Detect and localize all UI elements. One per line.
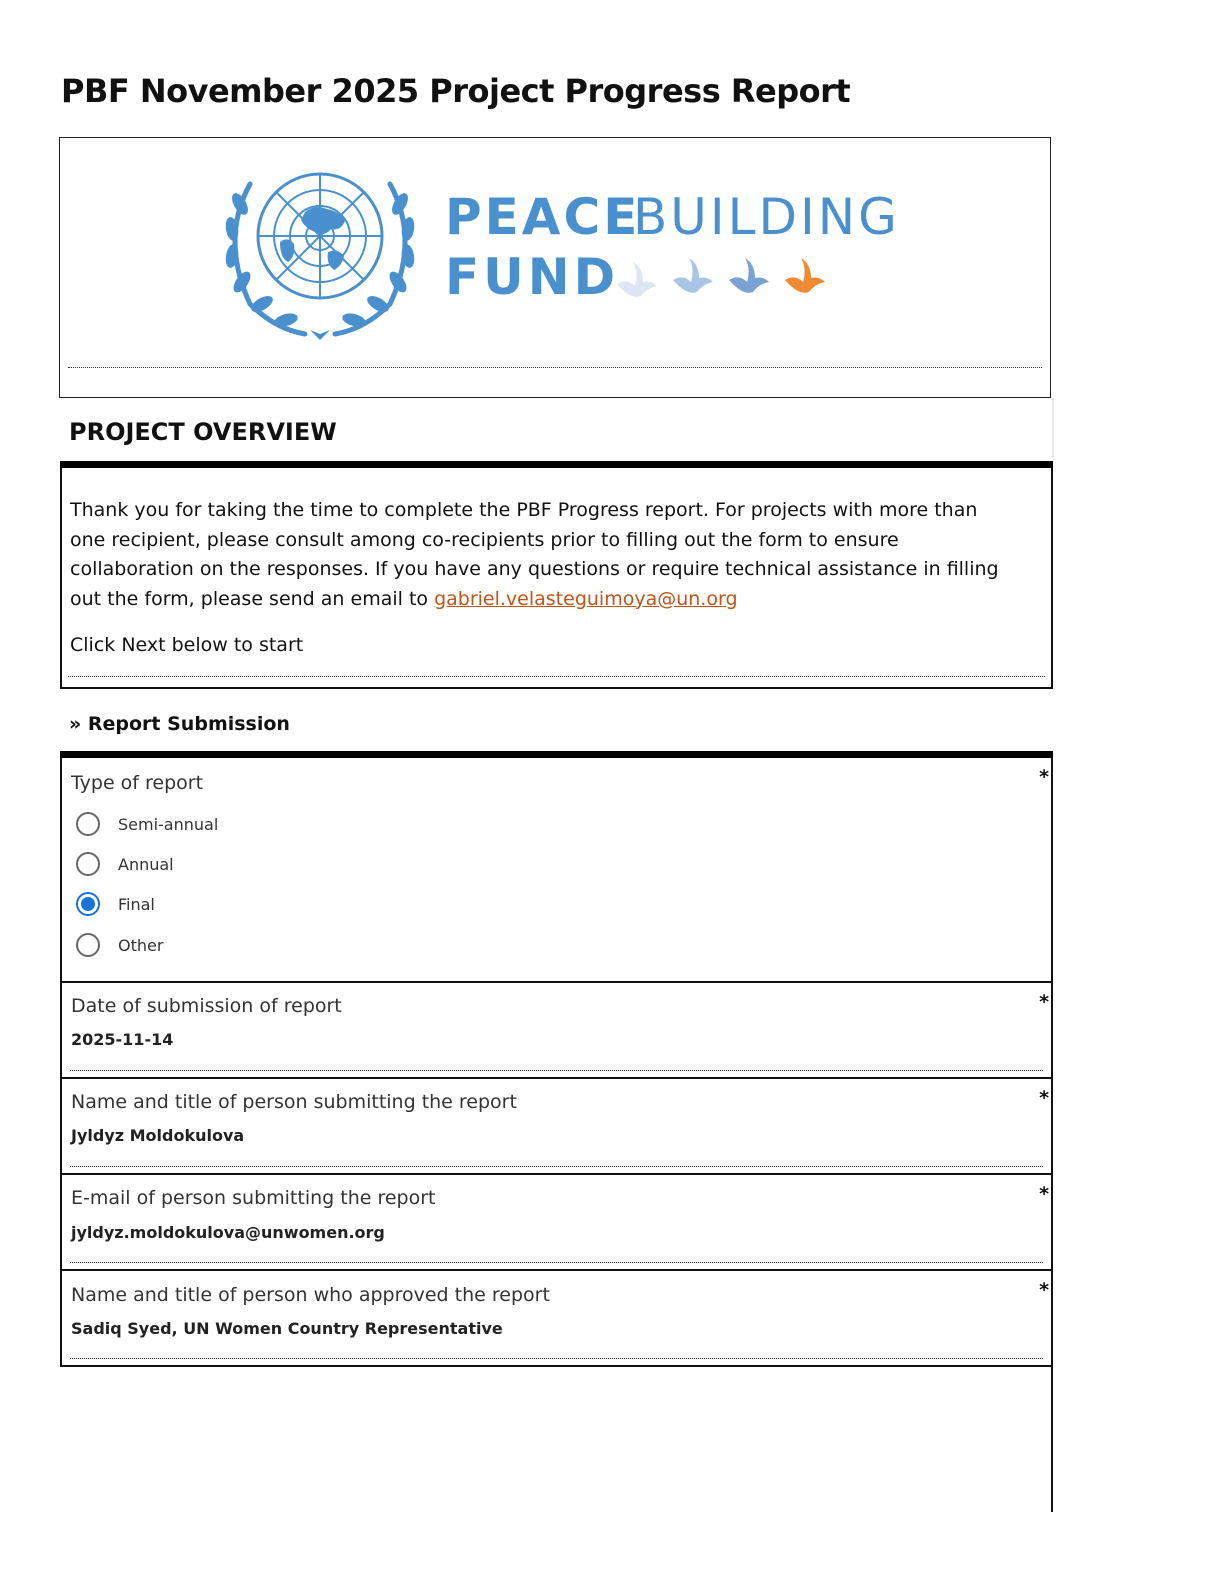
radio-option-semi-annual[interactable] xyxy=(76,810,218,838)
section-divider xyxy=(60,461,1053,468)
answer-value: jyldyz.moldokulova@unwomen.org xyxy=(71,1223,385,1242)
answer-value: Jyldyz Moldokulova xyxy=(71,1126,245,1145)
required-marker: * xyxy=(1039,1279,1049,1301)
wordmark-fund: FUND xyxy=(445,248,620,306)
divider xyxy=(70,1358,1043,1359)
question-type-of-report xyxy=(60,758,1053,983)
radio-option-other[interactable] xyxy=(76,931,163,959)
divider xyxy=(68,367,1042,368)
radio-button[interactable] xyxy=(76,812,100,836)
radio-label: Other xyxy=(118,935,164,955)
page-title: PBF November 2025 Project Progress Report xyxy=(61,72,851,110)
logo-banner xyxy=(59,137,1051,398)
doves-icon xyxy=(617,258,825,297)
radio-button-selected[interactable] xyxy=(76,892,100,916)
required-marker: * xyxy=(1039,1183,1049,1205)
divider xyxy=(70,1166,1043,1167)
required-marker: * xyxy=(1039,991,1049,1013)
divider xyxy=(70,1262,1043,1263)
question-label: Name and title of person who approved the report xyxy=(71,1284,550,1306)
wordmark-peace: PEACE xyxy=(445,188,641,246)
section-title-report-submission: » Report Submission xyxy=(69,713,290,735)
question-submitter-email xyxy=(60,1173,1053,1271)
contact-email-link[interactable]: gabriel.velasteguimoya@un.org xyxy=(434,587,738,610)
question-approver xyxy=(60,1269,1053,1367)
question-label: Type of report xyxy=(71,772,204,794)
question-label: Date of submission of report xyxy=(71,995,342,1017)
answer-value: 2025-11-14 xyxy=(71,1030,174,1049)
section-title-project-overview: PROJECT OVERVIEW xyxy=(69,418,337,446)
question-submitter-name xyxy=(60,1077,1053,1175)
question-label: E-mail of person submitting the report xyxy=(71,1187,436,1209)
intro-text: Thank you for taking the time to complete the PBF Progress report. For projects with more than one recipient, please consult among co-recipients prior to filling out the form to ensure collaboration on the responses. If you have any questions or require technical assistance in filling out the form, please send an email to xyxy=(70,499,999,610)
radio-label: Annual xyxy=(118,854,174,874)
radio-option-final[interactable] xyxy=(76,890,155,918)
divider xyxy=(68,676,1045,677)
wordmark-building: BUILDING xyxy=(633,188,900,246)
radio-label: Final xyxy=(118,894,155,914)
radio-button[interactable] xyxy=(76,933,100,957)
peacebuilding-fund-wordmark xyxy=(445,188,915,308)
overview-intro xyxy=(70,496,1000,614)
divider xyxy=(70,1070,1043,1071)
section-divider xyxy=(60,751,1053,758)
start-instruction: Click Next below to start xyxy=(70,634,304,656)
overview-panel xyxy=(60,468,1053,689)
un-emblem-icon xyxy=(210,154,430,344)
required-marker: * xyxy=(1039,1087,1049,1109)
question-label: Name and title of person submitting the report xyxy=(71,1091,517,1113)
radio-button[interactable] xyxy=(76,852,100,876)
question-date-of-submission xyxy=(60,981,1053,1079)
answer-value: Sadiq Syed, UN Women Country Representative xyxy=(71,1319,503,1338)
radio-label: Semi-annual xyxy=(118,814,219,834)
page-border xyxy=(1051,1366,1053,1512)
required-marker: * xyxy=(1039,766,1049,788)
radio-option-annual[interactable] xyxy=(76,850,174,878)
